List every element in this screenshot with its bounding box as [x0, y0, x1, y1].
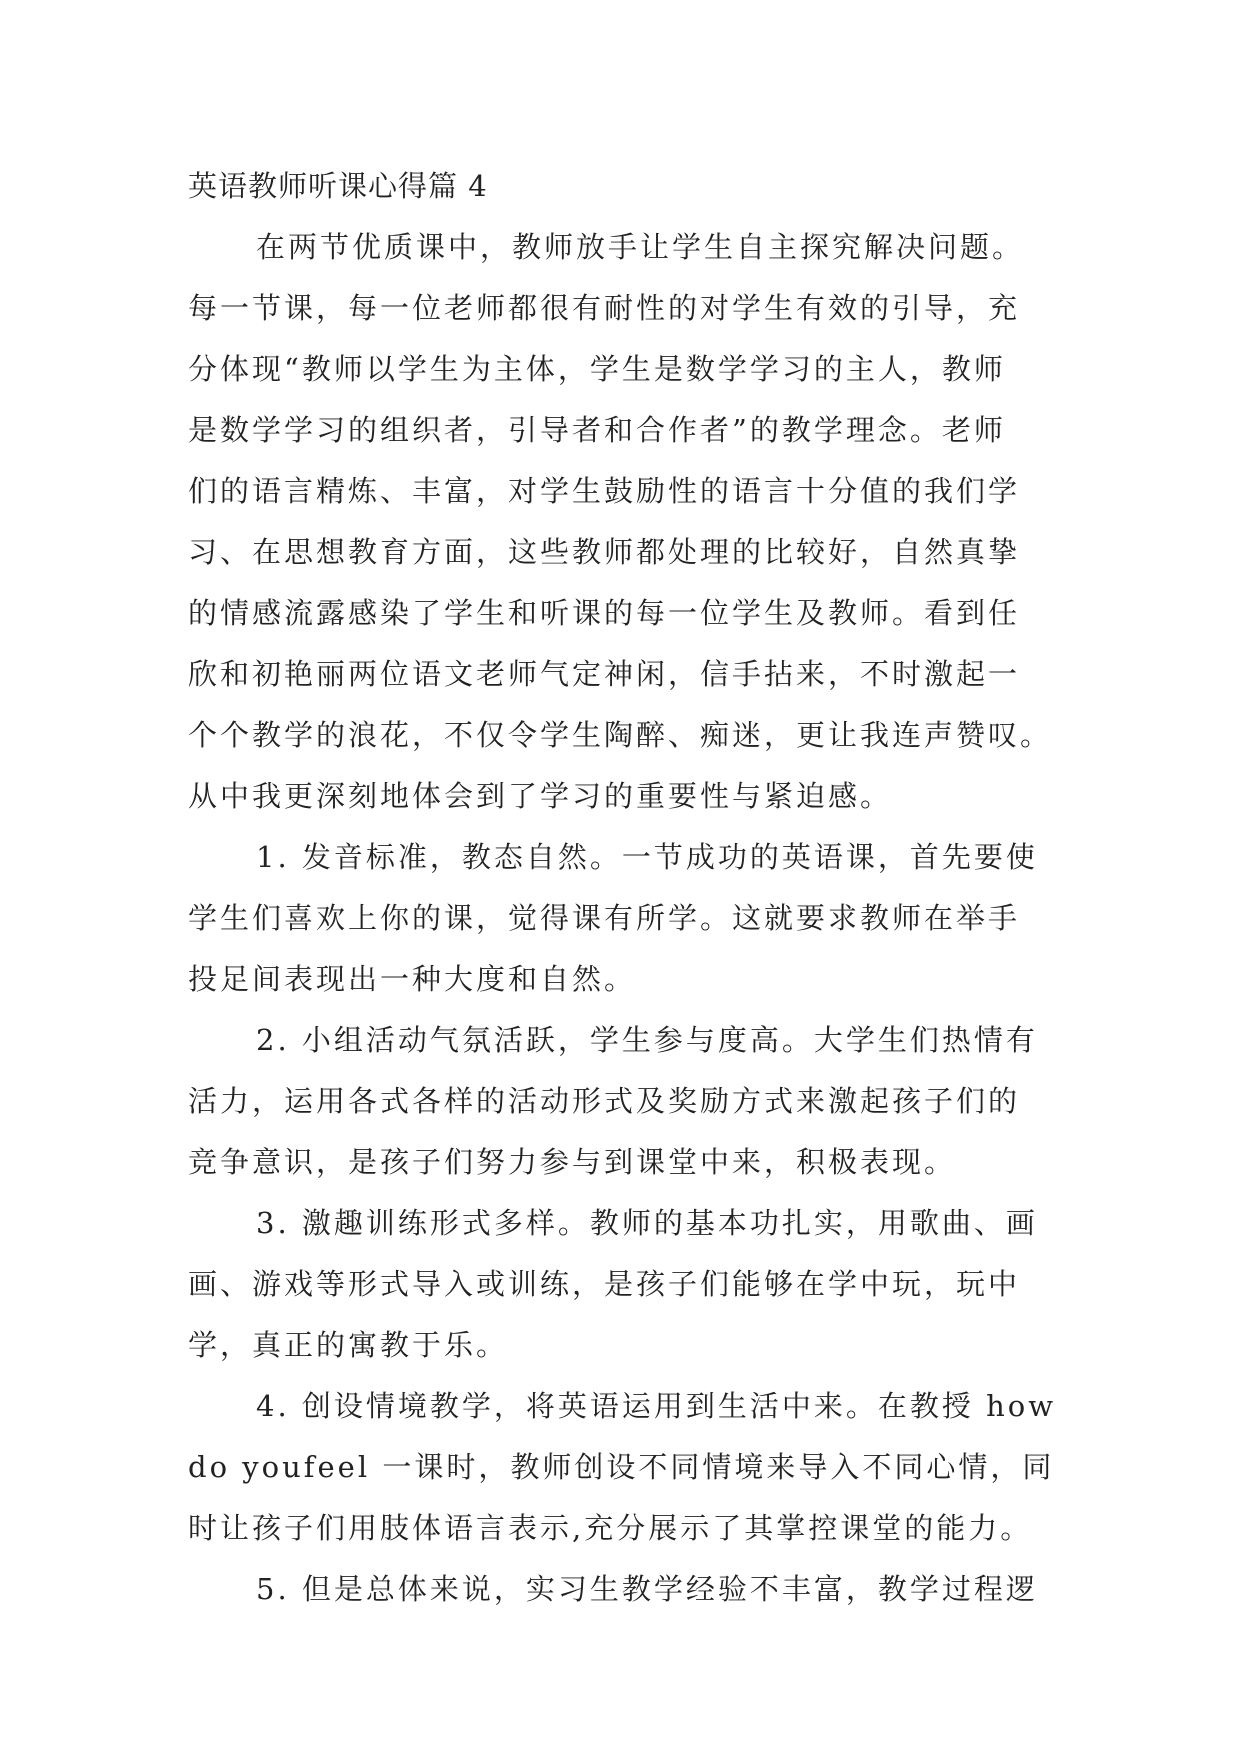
paragraph-line: 学，真正的寓教于乐。 — [188, 1328, 509, 1362]
list-item-line: 1. 发音标准，教态自然。一节成功的英语课，首先要使 — [256, 840, 1038, 874]
paragraph-line: 分体现“教师以学生为主体，学生是数学学习的主人，教师 — [188, 352, 1006, 386]
document-title: 英语教师听课心得篇 4 — [188, 169, 488, 203]
paragraph-line: do youfeel 一课时，教师创设不同情境来导入不同心情，同 — [188, 1450, 1055, 1484]
list-item-line: 2. 小组活动气氛活跃，学生参与度高。大学生们热情有 — [256, 1023, 1038, 1057]
paragraph-line: 每一节课，每一位老师都很有耐性的对学生有效的引导，充 — [188, 291, 1021, 325]
paragraph-line: 活力，运用各式各样的活动形式及奖励方式来激起孩子们的 — [188, 1084, 1021, 1118]
paragraph-line: 的情感流露感染了学生和听课的每一位学生及教师。看到任 — [188, 596, 1021, 630]
paragraph-line: 个个教学的浪花，不仅令学生陶醉、痴迷，更让我连声赞叹。 — [188, 718, 1053, 752]
list-item-line: 3. 激趣训练形式多样。教师的基本功扎实，用歌曲、画 — [256, 1206, 1038, 1240]
paragraph-line: 从中我更深刻地体会到了学习的重要性与紧迫感。 — [188, 779, 893, 813]
list-item-line: 5. 但是总体来说，实习生教学经验不丰富，教学过程逻 — [256, 1572, 1038, 1606]
paragraph-line: 在两节优质课中，教师放手让学生自主探究解决问题。 — [256, 230, 1025, 264]
paragraph-line: 们的语言精炼、丰富，对学生鼓励性的语言十分值的我们学 — [188, 474, 1021, 508]
paragraph-line: 投足间表现出一种大度和自然。 — [188, 962, 637, 996]
list-item-line: 4. 创设情境教学，将英语运用到生活中来。在教授 how — [256, 1389, 1057, 1423]
paragraph-line: 时让孩子们用肢体语言表示,充分展示了其掌控课堂的能力。 — [188, 1511, 1033, 1545]
paragraph-line: 是数学学习的组织者，引导者和合作者”的教学理念。老师 — [188, 413, 1006, 447]
paragraph-line: 竞争意识，是孩子们努力参与到课堂中来，积极表现。 — [188, 1145, 957, 1179]
paragraph-line: 欣和初艳丽两位语文老师气定神闲，信手拈来，不时激起一 — [188, 657, 1021, 691]
paragraph-line: 习、在思想教育方面，这些教师都处理的比较好，自然真挚 — [188, 535, 1021, 569]
paragraph-line: 学生们喜欢上你的课，觉得课有所学。这就要求教师在举手 — [188, 901, 1021, 935]
paragraph-line: 画、游戏等形式导入或训练，是孩子们能够在学中玩，玩中 — [188, 1267, 1021, 1301]
